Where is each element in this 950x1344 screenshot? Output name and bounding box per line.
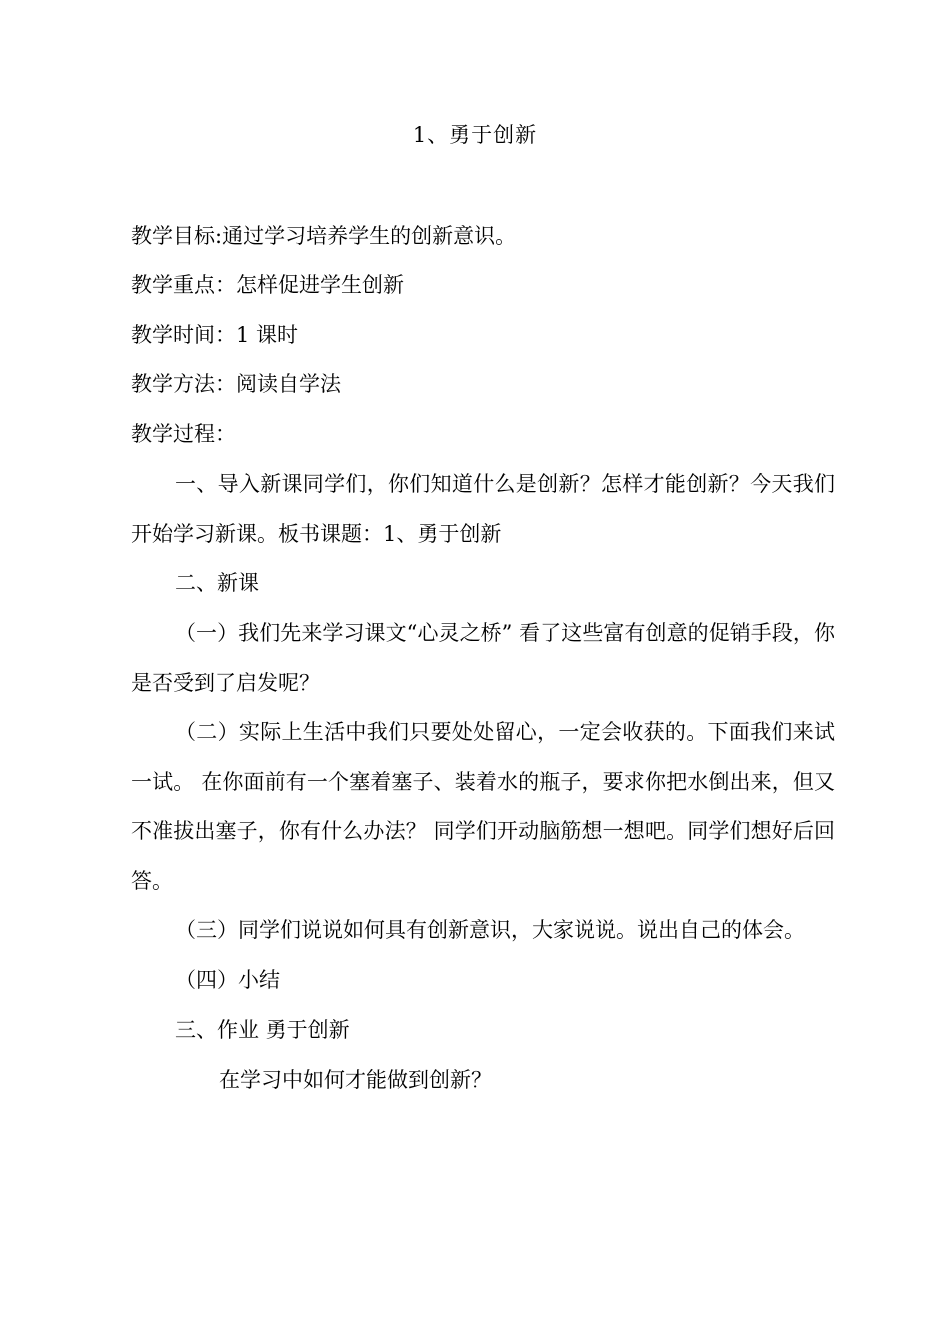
subsection-three: （三）同学们说说如何具有创新意识，大家说说。说出自己的体会。 (175, 918, 805, 942)
teaching-process: 教学过程： (131, 422, 236, 446)
section-new-lesson: 二、新课 (175, 571, 259, 595)
subsection-four: （四）小结 (175, 968, 280, 992)
teaching-method: 教学方法：阅读自学法 (131, 372, 341, 396)
teaching-goal: 教学目标:通过学习培养学生的创新意识。 (131, 224, 517, 248)
teaching-focus: 教学重点：怎样促进学生创新 (131, 273, 404, 297)
section-introduction: 一、导入新课同学们，你们知道什么是创新？怎样才能创新？今天我们开始学习新课。板书课题：1、勇于创新 (131, 472, 835, 546)
section-homework: 三、作业 勇于创新 (175, 1018, 350, 1042)
document-title: 1、勇于创新 (412, 123, 538, 147)
subsection-one: （一）我们先来学习课文“心灵之桥” 看了这些富有创意的促销手段，你是否受到了启发呢？ (131, 621, 835, 695)
teaching-time: 教学时间：1 课时 (131, 323, 299, 347)
homework-question: 在学习中如何才能做到创新？ (219, 1068, 492, 1092)
subsection-two: （二）实际上生活中我们只要处处留心，一定会收获的。下面我们来试一试。 在你面前有一个塞着塞子、装着水的瓶子，要求你把水倒出来，但又 不准拔出塞子，你有什么办法？ 同学们开动脑筋想一想吧。同学们想好后回答。 (131, 720, 835, 893)
